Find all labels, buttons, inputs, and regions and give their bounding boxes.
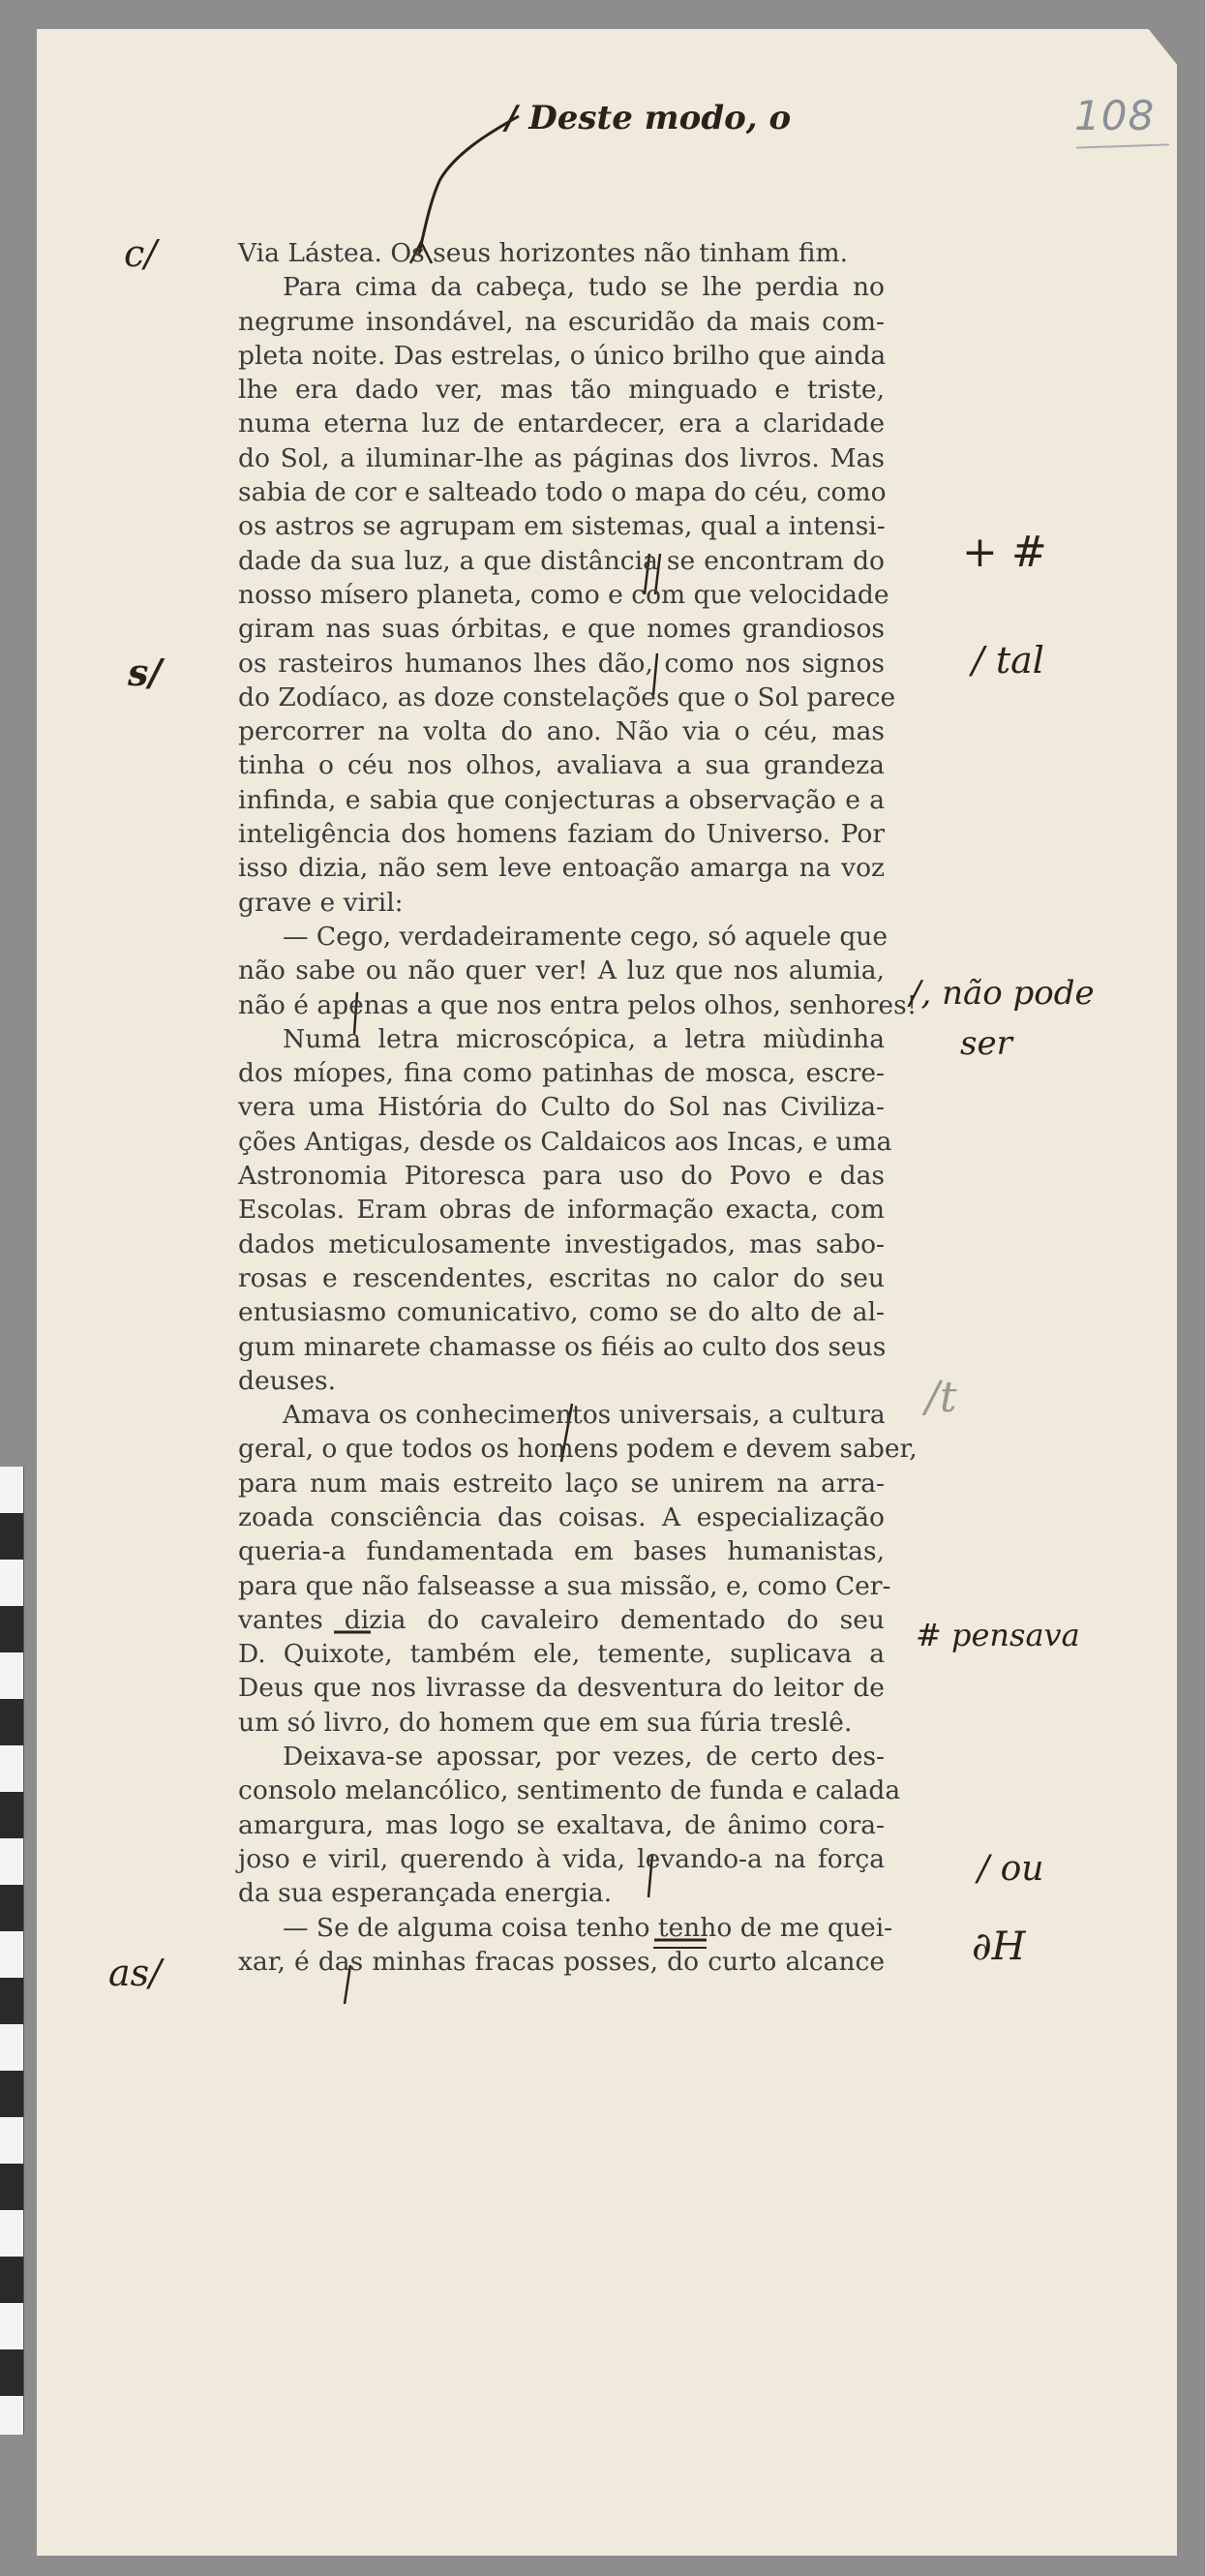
text-line: infinda, e sabia que conjecturas a observação e a: [238, 784, 885, 815]
text-line: um só livro, do homem que em sua fúria treslê.: [238, 1707, 853, 1738]
insertion-arrow: [419, 116, 519, 254]
text-line: Deus que nos livrasse da desventura do leitor de: [238, 1673, 885, 1704]
margin-note-right: /t: [925, 1373, 957, 1422]
text-line: — Cego, verdadeiramente cego, só aquele que: [283, 921, 889, 952]
text-line: para que não falseasse a sua missão, e, como Cer-: [238, 1570, 891, 1601]
text-line: dade da sua luz, a que distância se encontram do: [238, 545, 885, 576]
text-line: isso dizia, não sem leve entoação amarga na voz: [238, 853, 885, 884]
insertion-note: / Deste modo, o: [505, 99, 792, 137]
text-line: do Zodíaco, as doze constelações que o Sol parece: [238, 682, 896, 712]
text-line: percorrer na volta do ano. Não via o céu, mas: [238, 716, 885, 747]
text-line: Escolas. Eram obras de informação exacta, com: [238, 1195, 885, 1226]
text-line: ções Antigas, desde os Caldaicos aos Incas, e uma: [238, 1126, 892, 1157]
text-line: nosso mísero planeta, como e com que velocidade: [238, 579, 889, 610]
text-line: giram nas suas órbitas, e que nomes grandiosos: [238, 614, 885, 645]
text-line: grave e viril:: [238, 887, 404, 918]
text-line: geral, o que todos os homens podem e devem saber,: [238, 1434, 918, 1465]
margin-note-left: c/: [124, 232, 158, 275]
margin-note-right: ser: [960, 1024, 1012, 1063]
text-line: vera uma História do Culto do Sol nas Civiliza-: [238, 1092, 885, 1123]
text-line: Deixava-se apossar, por vezes, de certo des-: [283, 1742, 885, 1773]
text-line: tinha o céu nos olhos, avaliava a sua grandeza: [238, 750, 885, 781]
text-line: — Se de alguma coisa tenho tenho de me quei-: [283, 1912, 893, 1943]
text-line: Amava os conhecimentos universais, a cultura: [283, 1400, 886, 1431]
text-line: dos míopes, fina como patinhas de mosca, escre-: [238, 1058, 885, 1089]
text-line: não sabe ou não quer ver! A luz que nos alumia,: [238, 955, 885, 986]
text-line: pleta noite. Das estrelas, o único brilho que ainda: [238, 340, 887, 371]
text-line: zoada consciência das coisas. A especialização: [238, 1501, 885, 1532]
text-line: Para cima da cabeça, tudo se lhe perdia no: [283, 272, 885, 303]
margin-note-right: / tal: [972, 639, 1044, 682]
text-line: sabia de cor e salteado todo o mapa do céu, como: [238, 477, 887, 508]
margin-note-right: / ou: [978, 1849, 1044, 1889]
text-line: numa eterna luz de entardecer, era a claridade: [238, 409, 885, 439]
text-line: Numa letra microscópica, a letra miùdinha: [283, 1023, 885, 1054]
text-line: xar, é das minhas fracas posses, do curto alcance: [238, 1946, 885, 1977]
text-line: gum minarete chamasse os fiéis ao culto dos seus: [238, 1331, 887, 1362]
margin-note-left: as/: [108, 1952, 162, 1994]
text-line: deuses.: [238, 1365, 337, 1396]
text-line: queria-a fundamentada em bases humanistas,: [238, 1536, 885, 1567]
typeset-text: [238, 236, 918, 1979]
text-line: da sua esperançada energia.: [238, 1878, 613, 1909]
text-line: lhe era dado ver, mas tão minguado e triste,: [238, 375, 885, 406]
text-line: D. Quixote, também ele, temente, suplicava a: [238, 1639, 885, 1670]
margin-note-left: s/: [128, 651, 163, 694]
text-line: Astronomia Pitoresca para uso do Povo e das: [238, 1161, 885, 1192]
text-line: rosas e rescendentes, escritas no calor do seu: [238, 1262, 885, 1293]
text-line: para num mais estreito laço se unirem na arra-: [238, 1468, 885, 1499]
text-line: amargura, mas logo se exaltava, de ânimo cora-: [238, 1809, 885, 1840]
text-line: inteligência dos homens faziam do Universo. Por: [238, 819, 885, 850]
text-line: do Sol, a iluminar-lhe as páginas dos livros. Mas: [238, 442, 885, 473]
text-line: vantes dizia do cavaleiro dementado do seu: [238, 1604, 885, 1635]
margin-note-right: + #: [962, 528, 1047, 577]
text-line: Via Lástea. Os seus horizontes não tinham fim.: [238, 238, 849, 268]
text-line: dados meticulosamente investigados, mas sabo-: [238, 1228, 885, 1259]
text-line: joso e viril, querendo à vida, levando-a na força: [238, 1843, 885, 1874]
text-line: os astros se agrupam em sistemas, qual a intensi-: [238, 511, 886, 542]
text-line: os rasteiros humanos lhes dão, como nos signos: [238, 648, 885, 679]
folio-number: 108: [1074, 92, 1156, 139]
text-line: consolo melancólico, sentimento de funda e calada: [238, 1775, 901, 1806]
margin-note-right: # pensava: [916, 1617, 1080, 1653]
text-line: entusiasmo comunicativo, como se do alto de al-: [238, 1297, 885, 1328]
margin-note-right: /, não pode: [910, 974, 1095, 1013]
margin-note-right: ∂H: [972, 1924, 1026, 1969]
text-line: não é apenas a que nos entra pelos olhos, senhores!: [238, 989, 918, 1020]
text-line: negrume insondável, na escuridão da mais com-: [238, 306, 885, 337]
